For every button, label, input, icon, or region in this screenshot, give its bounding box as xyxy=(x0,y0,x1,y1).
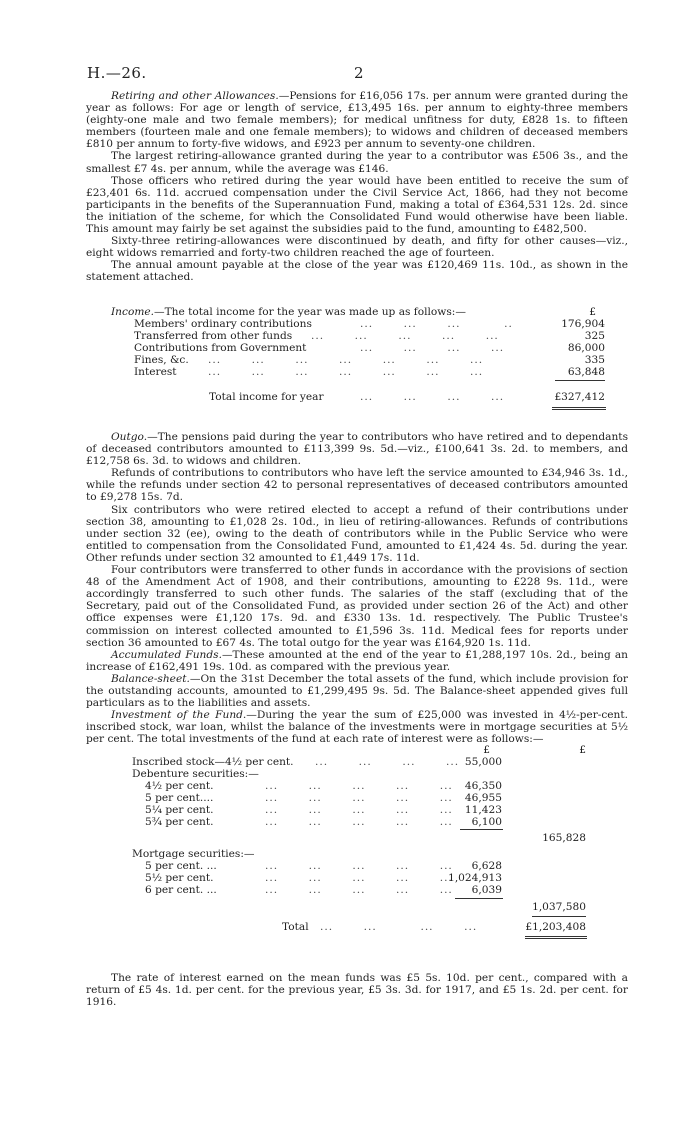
paragraph xyxy=(86,90,628,150)
total-double-rule xyxy=(525,936,587,939)
paragraph xyxy=(86,150,628,174)
paragraph-text: —The pensions paid during the year to contributors who have retired and to dependants of deceased contributors amounted to £113,399 9s. 5d.—viz., £100,641 3s. 2d. to members, and £12,758 6s. 3d. to widows and children. xyxy=(86,431,628,468)
leader-dots: ... ... ... ... xyxy=(320,921,478,933)
investment-label: 5 per cent. ... xyxy=(145,860,217,872)
income-intro-text: —The total income for the year was made up as follows:— xyxy=(154,306,466,318)
investments-total-value: £1,203,408 xyxy=(525,921,586,933)
closing-section xyxy=(86,972,628,1008)
investment-heading-row xyxy=(0,768,700,780)
paragraph xyxy=(86,709,628,745)
paragraph-lead: Investment of the Fund. xyxy=(111,709,247,722)
leader-dots: ... ... ... ... ... xyxy=(265,792,453,804)
paragraph-text: —On the 31st December the total assets of the fund, which include provision for the outstanding accounts, amounted to £1,299,495 9s. 5d. The Balance-sheet appended gives full particulars as to the liabilities and assets. xyxy=(86,672,628,710)
debenture-total: 165,828 xyxy=(542,832,586,844)
investments-currency-row xyxy=(0,744,700,756)
investment-label: 6 per cent. ... xyxy=(145,884,217,896)
investment-label: 5 per cent.... xyxy=(145,792,214,804)
subtotal-rule xyxy=(532,916,586,917)
income-value: 176,904 xyxy=(561,318,605,330)
leader-dots: ... ... ... ... ... xyxy=(265,816,453,828)
paragraph xyxy=(86,564,628,649)
investment-value: 55,000 xyxy=(464,756,502,768)
income-value: 325 xyxy=(584,330,605,342)
investment-label: 5¼ per cent. xyxy=(145,804,214,816)
investment-row xyxy=(0,872,700,884)
investment-value: 46,955 xyxy=(464,792,502,804)
paragraph-text: Sixty-three retiring-allowances were discontinued by death, and fifty for other causes—viz., eight widows remarried and forty-two children reached the age of fourteen. xyxy=(86,235,628,260)
income-value: 335 xyxy=(584,354,605,366)
leader-dots: ... ... ... ... ... xyxy=(265,872,453,884)
mortgage-total-row xyxy=(0,901,700,913)
leader-dots: ... ... ... ... ... xyxy=(265,804,453,816)
leader-dots: ... ... ... .. xyxy=(360,318,513,330)
paragraph-lead: Balance-sheet. xyxy=(111,672,190,685)
investment-row xyxy=(0,804,700,816)
document-reference: H.—26. xyxy=(87,64,147,82)
paragraph-lead: Outgo. xyxy=(111,431,148,443)
subtotal-rule xyxy=(460,829,503,830)
paragraph-text: Those officers who retired during the year would have been entitled to receive the sum of £23,401 6s. 11d. accrued compensation under the Civil Service Act, 1866, had they not become participants in the benefits of the Superannuation Fund, making a total of £364,531 12s. 2d. since the initiation of the scheme, for which the Consolidated Fund would otherwise have been liable. This amount may fairly be set against the subsidies paid to the fund, amounting to £482,500. xyxy=(86,174,628,236)
leader-dots: ... ... ... ... xyxy=(315,756,460,768)
income-row xyxy=(0,318,700,330)
income-currency-row xyxy=(0,306,700,318)
page-number: 2 xyxy=(354,64,364,82)
income-value: 86,000 xyxy=(567,342,605,354)
investment-heading-row xyxy=(0,848,700,860)
leader-dots: ... ... ... ... ... xyxy=(311,330,499,342)
income-total-value: £327,412 xyxy=(554,391,605,403)
investment-value: 6,100 xyxy=(471,816,502,828)
total-double-rule xyxy=(552,407,606,410)
investment-row xyxy=(0,860,700,872)
outgo-section xyxy=(86,431,628,745)
currency-col1: £ xyxy=(483,744,490,756)
leader-dots: ... ... ... ... xyxy=(360,342,505,354)
income-label: Interest xyxy=(134,366,177,378)
mortgage-heading: Mortgage securities:— xyxy=(132,848,255,860)
income-label: Members' ordinary contributions xyxy=(134,318,312,330)
paragraph-text: Six contributors who were retired elected to accept a refund of their contributions under section 38, amounting to £1,028 2s. 10d., in lieu of retiring-allowances. Refunds of contributions under section 32 (ee), owing to the death of contributors while in the Public Service who were entitled to compensation from the Consolidated Fund, amounted to £1,424 4s. 5d. during the year. Other refunds under section 32 amounted to £1,449 17s. 11d. xyxy=(86,503,628,564)
mortgage-total: 1,037,580 xyxy=(532,901,586,913)
leader-dots: ... ... ... ... ... xyxy=(265,884,453,896)
subtotal-rule xyxy=(455,898,503,899)
income-row xyxy=(0,330,700,342)
investment-row xyxy=(0,756,700,768)
income-value: 63,848 xyxy=(567,366,605,378)
income-label: Transferred from other funds xyxy=(134,330,293,342)
paragraph-lead: Retiring and other Allowances. xyxy=(111,90,279,102)
retiring-allowances-section xyxy=(86,90,628,284)
paragraph-lead: Accumulated Funds. xyxy=(111,648,222,661)
income-label: Fines, &c. xyxy=(134,354,189,366)
investment-row xyxy=(0,884,700,896)
income-row xyxy=(0,366,700,378)
investment-row xyxy=(0,780,700,792)
investment-value: 11,423 xyxy=(464,804,502,816)
investment-value: 6,039 xyxy=(471,884,502,896)
investment-label: Inscribed stock—4½ per cent. xyxy=(132,756,294,768)
paragraph xyxy=(86,649,628,673)
investments-total-label: Total xyxy=(282,921,309,933)
leader-dots: ... ... ... ... xyxy=(360,391,505,403)
leader-dots: ... ... ... ... ... ... ... xyxy=(208,354,484,366)
income-row xyxy=(0,354,700,366)
paragraph xyxy=(86,235,628,259)
closing-paragraph xyxy=(86,972,628,1008)
paragraph xyxy=(86,467,628,503)
investment-label: 5½ per cent. xyxy=(145,872,214,884)
paragraph xyxy=(86,431,628,467)
paragraph-text: The rate of interest earned on the mean funds was £5 5s. 10d. per cent., compared with a return of £5 4s. 1d. per cent. for the previous year, £5 3s. 3d. for 1917, and £5 1s. 2d. per cent. for 1916. xyxy=(86,972,628,1009)
leader-dots: ... ... ... ... ... ... ... xyxy=(208,366,484,378)
debenture-heading: Debenture securities:— xyxy=(132,768,259,780)
investment-row xyxy=(0,816,700,828)
paragraph-text: —During the year the sum of £25,000 was invested in 4½-per-cent. inscribed stock, war loan, whilst the balance of the investments were in mortgage securities at 5½ per cent. The total investments of the fund at each rate of interest were as follows:— xyxy=(86,709,628,746)
paragraph-text: The largest retiring-allowance granted during the year to a contributor was £506 3s., and the smallest £7 4s. per annum, while the average was £146. xyxy=(86,150,628,175)
paragraph xyxy=(86,504,628,564)
subtotal-rule xyxy=(555,380,605,381)
income-row xyxy=(0,342,700,354)
paragraph-text: Four contributors were transferred to other funds in accordance with the provisions of section 48 of the Amendment Act of 1908, and their contributions, amounting to £228 9s. 11d., were accordingly transferred to such other funds. The salaries of the staff (excluding that of the Secretary, paid out of the Consolidated Fund, as provided under section 26 of the Act) and other office expenses were £1,120 17s. 9d. and £330 13s. 1d. respectively. The Public Trustee's commission on interest collected amounted to £1,596 3s. 11d. Medical fees for reports under section 36 amounted to £67 4s. The total outgo for the year was £164,920 1s. 11d. xyxy=(86,564,628,649)
investment-value: 46,350 xyxy=(464,780,502,792)
paragraph-text: —Pensions for £16,056 17s. per annum were granted during the year as follows: For age or length of service, £13,495 16s. per annum to eighty-three members (eighty-one male and two female members); for medical unfitness for duty, £828 1s. to fifteen members (fourteen male and one female members); to widows and children of deceased members £810 per annum to forty-five widows, and £923 per annum to seventy-one children. xyxy=(86,90,628,151)
paragraph xyxy=(86,673,628,709)
investment-label: 4½ per cent. xyxy=(145,780,214,792)
leader-dots: ... ... ... ... ... xyxy=(265,860,453,872)
investments-total-row xyxy=(0,921,700,933)
paragraph-text: Refunds of contributions to contributors who have left the service amounted to £34,946 3s. 1d., while the refunds under section 42 to personal representatives of deceased contributors amounted to £9,278 15s. 7d. xyxy=(86,467,628,504)
income-lead: Income. xyxy=(111,306,155,318)
paragraph xyxy=(86,259,628,283)
debenture-total-row xyxy=(0,832,700,844)
income-total-row xyxy=(0,391,700,403)
investment-row xyxy=(0,792,700,804)
investment-label: 5¾ per cent. xyxy=(145,816,214,828)
income-total-label: Total income for year xyxy=(209,391,324,403)
investment-value: 1,024,913 xyxy=(448,872,502,884)
paragraph-text: The annual amount payable at the close of the year was £120,469 11s. 10d., as shown in the statement attached. xyxy=(86,259,628,284)
income-currency-label: £ xyxy=(589,306,596,318)
paragraph-text: —These amounted at the end of the year to £1,288,197 10s. 2d., being an increase of £162,491 19s. 10d. as compared with the previous year. xyxy=(86,648,628,673)
paragraph xyxy=(86,175,628,235)
investment-value: 6,628 xyxy=(471,860,502,872)
leader-dots: ... ... ... ... ... xyxy=(265,780,453,792)
income-label: Contributions from Government xyxy=(134,342,307,354)
currency-col2: £ xyxy=(579,744,586,756)
